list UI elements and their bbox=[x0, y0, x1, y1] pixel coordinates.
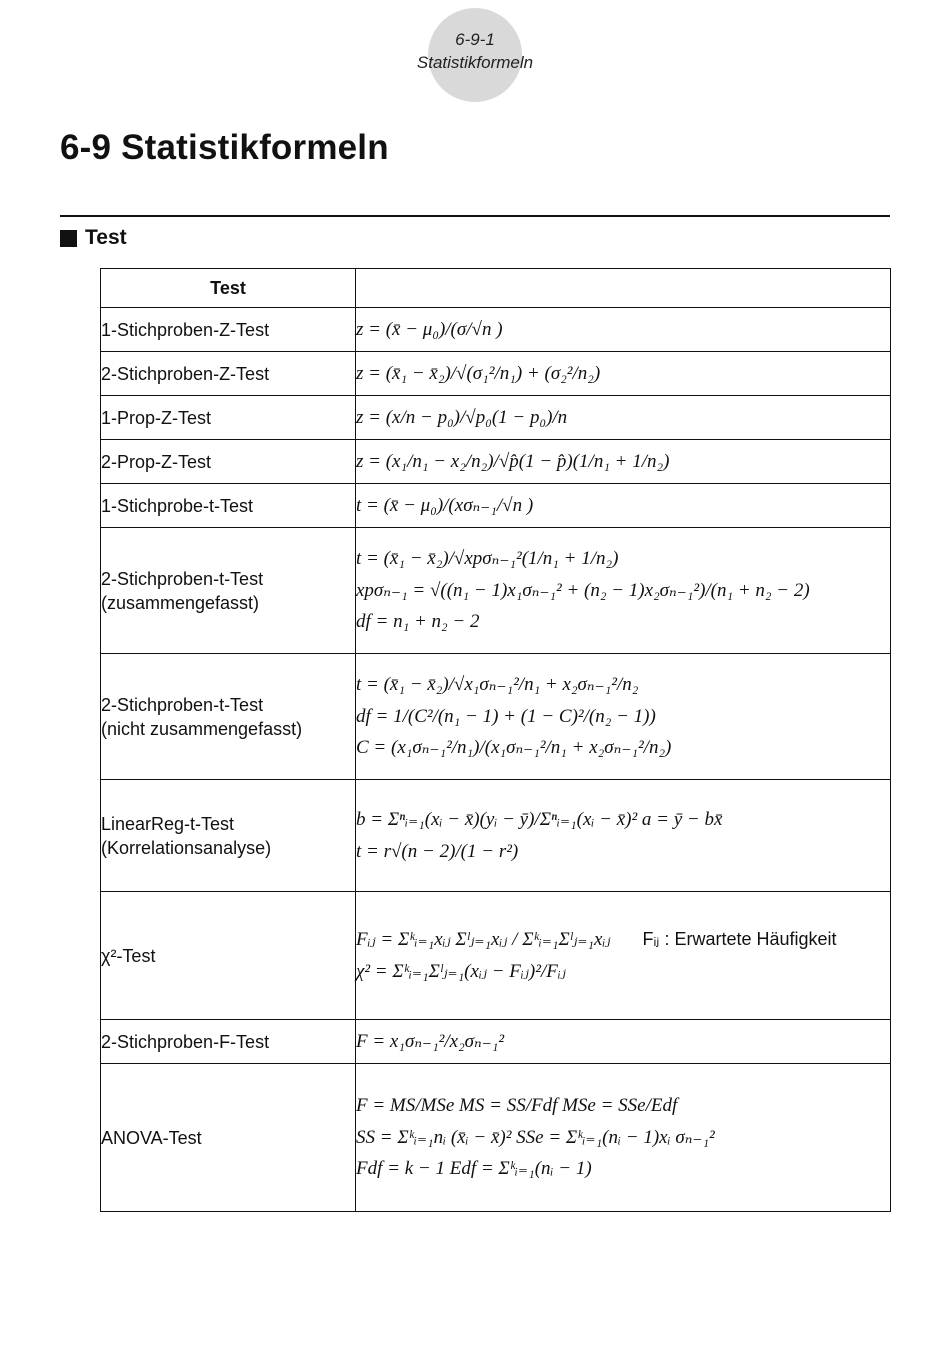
formula-line: df = n₁ + n₂ − 2 bbox=[356, 611, 480, 633]
test-formula bbox=[356, 892, 891, 1020]
test-name: 1-Prop-Z-Test bbox=[101, 396, 356, 440]
test-formula bbox=[356, 484, 891, 528]
test-name: 2-Stichproben-t-Test (zusammengefasst) bbox=[101, 528, 356, 654]
table-row bbox=[101, 780, 891, 892]
section-heading bbox=[60, 226, 127, 250]
test-formula bbox=[356, 440, 891, 484]
table-row bbox=[101, 484, 891, 528]
test-formula bbox=[356, 654, 891, 780]
formula-line: z = (x/n − p₀)/√p₀(1 − p₀)/n bbox=[356, 406, 568, 428]
formula-line: z = (x₁/n₁ − x₂/n₂)/√p̂(1 − p̂)(1/n₁ + 1/n₂) bbox=[356, 450, 670, 472]
square-bullet-icon bbox=[60, 230, 77, 247]
formula-line: SS = Σᵏᵢ₌₁nᵢ (x̄ᵢ − x̄)² SSe = Σᵏᵢ₌₁(nᵢ − 1)xᵢ σₙ₋₁² bbox=[356, 1126, 715, 1148]
header-formula bbox=[356, 269, 891, 308]
formula-line: F = x₁σₙ₋₁²/x₂σₙ₋₁² bbox=[356, 1030, 505, 1052]
formula-line: xpσₙ₋₁ = √((n₁ − 1)x₁σₙ₋₁² + (n₂ − 1)x₂σₙ₋₁²)/(n₁ + n₂ − 2) bbox=[356, 579, 810, 601]
table-row bbox=[101, 352, 891, 396]
formula-line: t = (x̄₁ − x̄₂)/√x₁σₙ₋₁²/n₁ + x₂σₙ₋₁²/n₂ bbox=[356, 673, 639, 695]
table-header-row bbox=[101, 269, 891, 308]
section-title: Test bbox=[85, 226, 127, 249]
formula-line: C = (x₁σₙ₋₁²/n₁)/(x₁σₙ₋₁²/n₁ + x₂σₙ₋₁²/n₂) bbox=[356, 737, 672, 759]
formula-line: χ² = Σᵏᵢ₌₁Σˡⱼ₌₁(xᵢⱼ − Fᵢⱼ)²/Fᵢⱼ bbox=[356, 960, 566, 982]
test-formula bbox=[356, 1020, 891, 1064]
formula-line: z = (x̄ − μ₀)/(σ/√n ) bbox=[356, 318, 503, 340]
table-row bbox=[101, 528, 891, 654]
title-divider bbox=[60, 215, 890, 217]
page-title: 6-9 Statistikformeln bbox=[60, 128, 389, 167]
formula-line: Fdf = k − 1 Edf = Σᵏᵢ₌₁(nᵢ − 1) bbox=[356, 1158, 592, 1180]
test-formula bbox=[356, 780, 891, 892]
formula-line: Fᵢⱼ = Σᵏᵢ₌₁xᵢⱼ Σˡⱼ₌₁xᵢⱼ / Σᵏᵢ₌₁Σˡⱼ₌₁xᵢⱼ Fᵢⱼ : Erwartete Häufigkeit bbox=[356, 928, 837, 950]
test-formula bbox=[356, 308, 891, 352]
test-name: 2-Stichproben-t-Test (nicht zusammengefasst) bbox=[101, 654, 356, 780]
formula-line: t = (x̄ − μ₀)/(xσₙ₋₁/√n ) bbox=[356, 494, 534, 516]
table-row bbox=[101, 1064, 891, 1212]
test-name: 1-Stichprobe-t-Test bbox=[101, 484, 356, 528]
table-row bbox=[101, 440, 891, 484]
formula-line: F = MS/MSe MS = SS/Fdf MSe = SSe/Edf bbox=[356, 1094, 678, 1116]
test-formula bbox=[356, 1064, 891, 1212]
formula-line: b = Σⁿᵢ₌₁(xᵢ − x̄)(yᵢ − ȳ)/Σⁿᵢ₌₁(xᵢ − x̄)² a = ȳ − bx̄ bbox=[356, 808, 723, 830]
page-section-name: Statistikformeln bbox=[416, 53, 534, 72]
table-row bbox=[101, 654, 891, 780]
test-name: 2-Stichproben-Z-Test bbox=[101, 352, 356, 396]
test-formula bbox=[356, 528, 891, 654]
formula-line: t = r√(n − 2)/(1 − r²) bbox=[356, 840, 519, 862]
formula-line: df = 1/(C²/(n₁ − 1) + (1 − C)²/(n₂ − 1)) bbox=[356, 705, 656, 727]
formula-table bbox=[100, 268, 891, 1212]
test-name: LinearReg-t-Test (Korrelationsanalyse) bbox=[101, 780, 356, 892]
test-formula bbox=[356, 352, 891, 396]
table-row bbox=[101, 892, 891, 1020]
formula-note: Fᵢⱼ : Erwartete Häufigkeit bbox=[642, 928, 837, 949]
test-name: 1-Stichproben-Z-Test bbox=[101, 308, 356, 352]
formula-line: t = (x̄₁ − x̄₂)/√xpσₙ₋₁²(1/n₁ + 1/n₂) bbox=[356, 547, 619, 569]
test-name: 2-Stichproben-F-Test bbox=[101, 1020, 356, 1064]
page-number: 6-9-1 bbox=[455, 30, 495, 49]
table-row bbox=[101, 1020, 891, 1064]
formula-line: z = (x̄₁ − x̄₂)/√(σ₁²/n₁) + (σ₂²/n₂) bbox=[356, 362, 601, 384]
test-name: χ²-Test bbox=[101, 892, 356, 1020]
test-formula bbox=[356, 396, 891, 440]
test-name: ANOVA-Test bbox=[101, 1064, 356, 1212]
table-row bbox=[101, 308, 891, 352]
header-test: Test bbox=[101, 269, 356, 308]
table-row bbox=[101, 396, 891, 440]
test-name: 2-Prop-Z-Test bbox=[101, 440, 356, 484]
